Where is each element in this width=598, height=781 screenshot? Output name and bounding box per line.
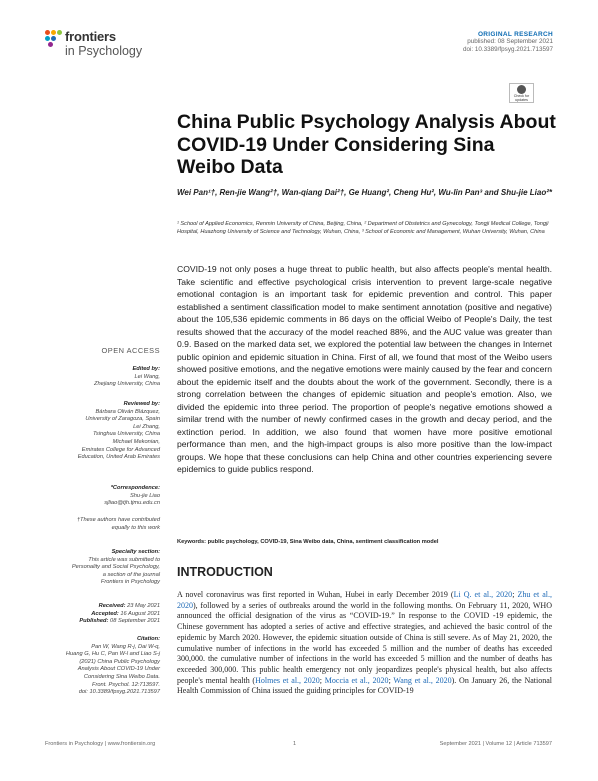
citation-link[interactable]: Wang et al., 2020	[393, 675, 452, 685]
citation-link[interactable]: Zhu et al., 2020	[177, 590, 552, 610]
citation-line: Considering Sina Weibo Data.	[83, 673, 160, 680]
check-for-updates-button[interactable]	[509, 83, 534, 103]
introduction-paragraph: A novel coronavirus was first reported in Wuhan, Hubei in early December 2019 (Li Q. et al., 2020; Zhu et al., 2020), followed by a series of outbreaks around the world in the following months. On February 11, 2020, WHO announced the official designation of the virus as “COVID-19.” In response to the COVID -19 epidemic, the Chinese government has adopted a series of active and effective strategies, and achieved the basic control of the epidemic by March 2020. However, the epidemic situation outside of China is still severe. As of May 21, 2020, the cumulative number of infections in the world has exceeded 5 million and the number of deaths has exceeded 300,000. the cumulative number of infections in the world has exceeded 5 million and the number of deaths has exceeded 300,000. This public health emergency not only jeopardizes people's physical health, but also affects people's mental health (Holmes et al., 2020; Moccia et al., 2020; Wang et al., 2020). On January 26, the National Health Commission of China issued the guiding principles for COVID-19	[177, 590, 553, 696]
accepted-label: Accepted:	[91, 610, 119, 617]
correspondence-block	[45, 485, 160, 508]
received-label: Received:	[98, 603, 126, 609]
frontiers-logo[interactable]	[45, 28, 165, 64]
equal-contribution-line: equally to this work	[111, 524, 160, 531]
specialty-line: This article was submitted to	[88, 556, 160, 563]
correspondence-email[interactable]: sjliao@tjh.tjmu.edu.cn	[104, 500, 160, 507]
edited-by-label: Edited by:	[132, 366, 160, 372]
accepted-date-row	[45, 611, 160, 619]
citation-doi[interactable]: doi: 10.3389/fpsyg.2021.713597	[78, 689, 160, 696]
correspondence-name: Shu-jie Liao	[129, 492, 160, 499]
reviewer-name: Lei Zhang,	[133, 423, 160, 430]
affiliations: ¹ School of Applied Economics, Renmin University of China, Beijing, China, ² Department of Obstetrics and Gynecology, Tongji Medical College, Tongji Hospital, Huazhong University of Science and Technology, Wuhan, China, ³ School of Economic and Management, Wuhan University, Wuhan, China	[177, 221, 549, 236]
footer-volume-info: September 2021 | Volume 12 | Article 713597	[439, 741, 552, 747]
correspondence-label: *Correspondence:	[110, 485, 160, 491]
open-access-label: OPEN ACCESS	[101, 346, 160, 355]
specialty-section-block	[45, 549, 160, 587]
citation-line: Front. Psychol. 12:713597.	[92, 681, 160, 688]
crossmark-label: Check for updates	[513, 94, 530, 102]
citation-link[interactable]: Moccia et al., 2020	[324, 675, 389, 685]
citation-link[interactable]: Holmes et al., 2020	[255, 675, 320, 685]
reviewer-name: Michael Mekonian,	[112, 438, 160, 445]
section-heading-introduction: INTRODUCTION	[177, 565, 273, 579]
keywords: Keywords: public psychology, COVID-19, Sina Weibo data, China, sentiment classification model	[177, 539, 439, 545]
citation-label: Citation:	[136, 636, 160, 642]
article-title: China Public Psychology Analysis About COVID-19 Under Considering Sina Weibo Data	[177, 111, 556, 178]
citation-line: (2021) China Public Psychology	[79, 658, 160, 665]
citation-block	[45, 636, 160, 697]
reviewer-affiliation: Education, United Arab Emirates	[77, 454, 160, 461]
doi-link[interactable]: doi: 10.3389/fpsyg.2021.713597	[463, 46, 553, 53]
published-label: Published:	[79, 618, 109, 625]
citation-line: Huang G, Hu C, Pan W-l and Liao S-j	[65, 651, 160, 658]
specialty-line: a section of the journal	[102, 571, 160, 578]
editor-name: Lei Wang,	[134, 373, 160, 380]
published-date: published: 08 September 2021	[467, 38, 553, 45]
citation-line: Pan W, Wang R-j, Dai W-q,	[91, 643, 160, 650]
equal-contribution-line: †These authors have contributed	[76, 517, 160, 523]
specialty-section-label: Specialty section:	[111, 549, 160, 555]
reviewer-affiliation: Emirates College for Advanced	[81, 446, 160, 453]
crossmark-icon	[517, 85, 526, 94]
page-number: 1	[293, 741, 297, 747]
reviewed-by-block	[45, 401, 160, 462]
citation-link[interactable]: Li Q. et al., 2020	[453, 590, 513, 599]
specialty-line: Frontiers in Psychology	[100, 579, 160, 586]
published-date-row	[45, 618, 160, 626]
brand-name: frontiers	[65, 29, 116, 44]
abstract: COVID-19 not only poses a huge threat to public health, but also affects people's mental health. Take scientific and effective psychological crisis intervention to prevent large-scale negative emotional contagion is an important task for epidemic prevention and control. This paper established a sentiment classification model to make sentiment annotation (positive and negative) about the 105,536 epidemic comments in 86 days on the official Weibo of People's Daily, the test results showed that the accuracy of the model reached 88%, and the AUC value was greater than 0.9. Based on the marked data set, we explored the potential law between the changes in Internet public opinion and epidemic situation in China. First of all, we found that most of the Weibo users showed positive emotions, and the negative emotions were mainly caused by the fear and concern about the epidemic itself and the doubts about the work of the government. Secondly, there is a strong correlation between the changes of epidemic situation and people's emotion. Also, we divided the epidemic into three period. The proportion of people's negative emotions showed a similar trend with the number of newly confirmed cases in the growth and decay period, and the extinction period. In addition, we also found that women have more positive emotional performance than men, and the high-impact groups is also more positive than the low-impact groups. We hope that these conclusions can help China and other countries experiencing severe epidemics to guide publics respond.	[177, 264, 553, 474]
received-date: 23 May 2021	[127, 603, 160, 609]
editor-affiliation: Zhejiang University, China	[94, 381, 160, 388]
article-header-meta	[333, 31, 553, 54]
reviewer-affiliation: Tsinghua University, China	[92, 431, 160, 438]
edited-by-block	[45, 366, 160, 389]
frontiers-logo-icon	[45, 30, 63, 48]
equal-contribution-note	[45, 517, 160, 532]
reviewed-by-label: Reviewed by:	[123, 401, 160, 407]
specialty-line: Personality and Social Psychology,	[71, 564, 160, 571]
footer-journal-link[interactable]: Frontiers in Psychology | www.frontiersin.org	[45, 741, 156, 747]
reviewer-name: Bárbara Oliván Blázquez,	[95, 408, 160, 415]
accepted-date: 16 August 2021	[120, 610, 160, 617]
received-date-row	[45, 603, 160, 611]
dates-block	[45, 603, 160, 626]
author-list: Wei Pan¹†, Ren-jie Wang²†, Wan-qiang Dai²†, Ge Huang², Cheng Hu², Wu-lin Pan³ and Shu-jie Liao²*	[177, 188, 552, 197]
reviewer-affiliation: University of Zaragoza, Spain	[85, 416, 160, 423]
citation-line: Analysis About COVID-19 Under	[77, 666, 160, 673]
published-date-sidebar: 08 September 2021	[110, 618, 160, 625]
journal-name: in Psychology	[65, 44, 143, 58]
article-type: ORIGINAL RESEARCH	[477, 31, 553, 38]
